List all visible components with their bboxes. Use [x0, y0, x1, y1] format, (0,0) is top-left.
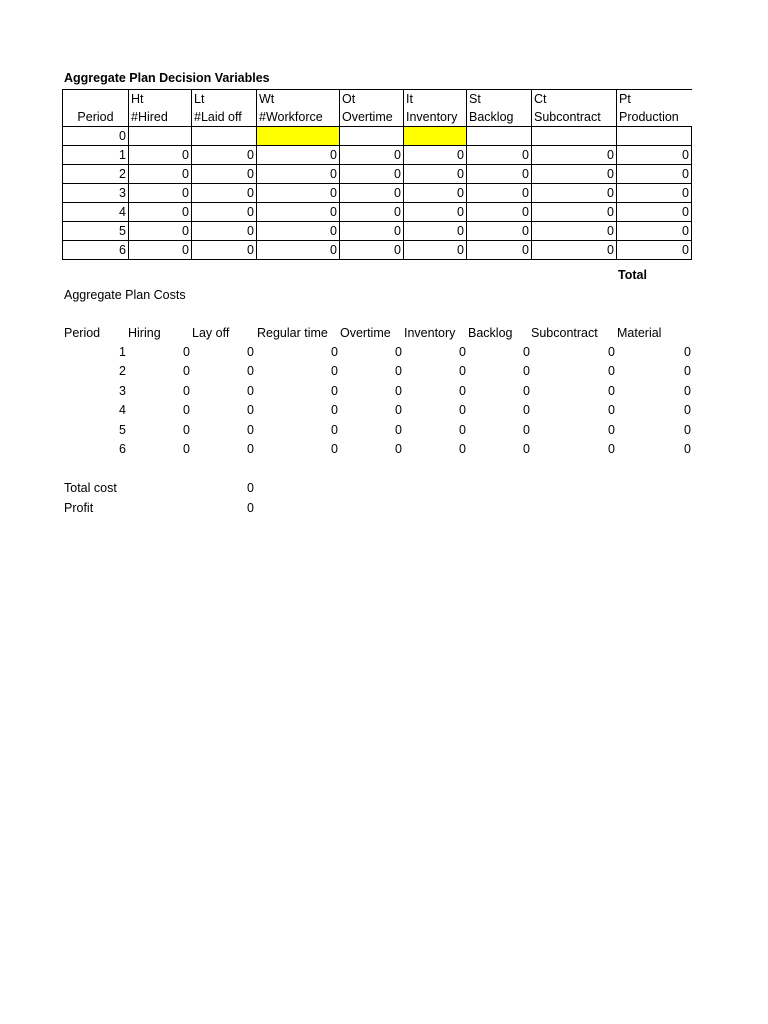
value-cell[interactable]: 0 — [129, 146, 192, 165]
costs-value-cell: 0 — [459, 364, 466, 379]
costs-value-cell: 0 — [331, 422, 338, 437]
value-cell[interactable]: 0 — [617, 222, 692, 241]
value-cell[interactable]: 0 — [404, 146, 467, 165]
costs-value-cell: 0 — [608, 403, 615, 418]
empty-cell[interactable] — [192, 127, 257, 146]
header-name: Production — [617, 108, 692, 127]
value-cell[interactable]: 0 — [617, 203, 692, 222]
costs-value-cell: 0 — [684, 403, 691, 418]
costs-value-cell: 0 — [395, 442, 402, 456]
value-cell[interactable]: 0 — [340, 165, 404, 184]
costs-header: Period — [64, 326, 101, 340]
table-row-period-0 — [63, 127, 692, 146]
costs-value-cell: 0 — [459, 442, 466, 456]
costs-period-cell: 3 — [119, 383, 126, 398]
costs-value-cell: 0 — [247, 383, 254, 398]
profit-value: 0 — [247, 501, 254, 515]
value-cell[interactable]: 0 — [129, 222, 192, 241]
period-cell: 5 — [63, 222, 129, 241]
empty-cell[interactable] — [532, 127, 617, 146]
value-cell[interactable]: 0 — [340, 146, 404, 165]
header-code: Ct — [532, 90, 617, 109]
costs-value-cell: 0 — [523, 422, 530, 437]
value-cell[interactable]: 0 — [532, 165, 617, 184]
header-name: #Laid off — [192, 108, 257, 127]
value-cell[interactable]: 0 — [532, 203, 617, 222]
costs-value-cell: 0 — [183, 422, 190, 437]
value-cell[interactable]: 0 — [617, 241, 692, 260]
costs-value-cell: 0 — [247, 442, 254, 456]
costs-value-cell: 0 — [183, 364, 190, 379]
value-cell[interactable]: 0 — [617, 165, 692, 184]
value-cell[interactable]: 0 — [257, 222, 340, 241]
value-cell[interactable]: 0 — [257, 203, 340, 222]
value-cell[interactable]: 0 — [467, 222, 532, 241]
costs-period-cell: 1 — [119, 345, 126, 359]
header-name: Inventory — [404, 108, 467, 127]
header-name: Overtime — [340, 108, 404, 127]
value-cell[interactable]: 0 — [404, 184, 467, 203]
costs-value-cell: 0 — [523, 383, 530, 398]
costs-value-cell: 0 — [459, 403, 466, 418]
empty-cell[interactable] — [340, 127, 404, 146]
highlighted-workforce-cell[interactable] — [257, 127, 340, 146]
header-name: #Hired — [129, 108, 192, 127]
period-cell: 1 — [63, 146, 129, 165]
value-cell[interactable]: 0 — [192, 241, 257, 260]
costs-value-cell: 0 — [183, 345, 190, 359]
value-cell[interactable]: 0 — [192, 222, 257, 241]
value-cell[interactable]: 0 — [340, 222, 404, 241]
costs-value-cell: 0 — [331, 345, 338, 359]
costs-title: Aggregate Plan Costs — [64, 288, 186, 302]
value-cell[interactable]: 0 — [467, 241, 532, 260]
costs-value-cell: 0 — [247, 422, 254, 437]
costs-value-cell: 0 — [331, 383, 338, 398]
costs-value-cell: 0 — [395, 403, 402, 418]
period-cell: 3 — [63, 184, 129, 203]
costs-value-cell: 0 — [608, 442, 615, 456]
header-code: Ot — [340, 90, 404, 109]
costs-value-cell: 0 — [684, 422, 691, 437]
empty-cell[interactable] — [617, 127, 692, 146]
value-cell[interactable]: 0 — [129, 241, 192, 260]
value-cell[interactable]: 0 — [129, 203, 192, 222]
costs-header: Hiring — [128, 326, 161, 340]
value-cell[interactable]: 0 — [404, 203, 467, 222]
costs-value-cell: 0 — [183, 442, 190, 456]
value-cell[interactable]: 0 — [467, 184, 532, 203]
total-label: Total — [618, 268, 647, 282]
value-cell[interactable]: 0 — [404, 222, 467, 241]
value-cell[interactable]: 0 — [257, 241, 340, 260]
header-code: Pt — [617, 90, 692, 109]
header-code: Ht — [129, 90, 192, 109]
costs-period-cell: 5 — [119, 422, 126, 437]
decision-variables-title: Aggregate Plan Decision Variables — [64, 71, 270, 85]
value-cell[interactable]: 0 — [257, 146, 340, 165]
empty-cell[interactable] — [467, 127, 532, 146]
profit-label: Profit — [64, 501, 94, 515]
costs-value-cell: 0 — [331, 442, 338, 456]
costs-value-cell: 0 — [523, 364, 530, 379]
costs-value-cell: 0 — [247, 364, 254, 379]
header-name: #Workforce — [257, 108, 340, 127]
header-code: It — [404, 90, 467, 109]
costs-value-cell: 0 — [523, 345, 530, 359]
value-cell[interactable]: 0 — [532, 241, 617, 260]
costs-value-cell: 0 — [608, 364, 615, 379]
costs-value-cell: 0 — [459, 383, 466, 398]
empty-cell[interactable] — [129, 127, 192, 146]
value-cell[interactable]: 0 — [192, 184, 257, 203]
costs-header: Overtime — [340, 326, 391, 340]
decision-variables-table — [62, 89, 692, 260]
header-name: Backlog — [467, 108, 532, 127]
period-header: Period — [63, 108, 129, 127]
period-cell: 6 — [63, 241, 129, 260]
costs-value-cell: 0 — [395, 364, 402, 379]
value-cell[interactable]: 0 — [532, 222, 617, 241]
costs-header: Backlog — [468, 326, 513, 340]
value-cell[interactable]: 0 — [340, 184, 404, 203]
costs-period-cell: 6 — [119, 442, 126, 456]
costs-value-cell: 0 — [247, 403, 254, 418]
period-cell: 0 — [63, 127, 129, 146]
costs-header: Inventory — [404, 326, 456, 340]
costs-value-cell: 0 — [395, 345, 402, 359]
costs-header: Subcontract — [531, 326, 598, 340]
costs-value-cell: 0 — [395, 422, 402, 437]
header-code: Lt — [192, 90, 257, 109]
value-cell[interactable]: 0 — [257, 184, 340, 203]
costs-value-cell: 0 — [459, 422, 466, 437]
total-cost-value: 0 — [247, 481, 254, 495]
costs-value-cell: 0 — [395, 383, 402, 398]
table-row — [63, 241, 692, 260]
value-cell[interactable]: 0 — [532, 146, 617, 165]
table-row — [63, 203, 692, 222]
value-cell[interactable]: 0 — [129, 165, 192, 184]
value-cell[interactable]: 0 — [129, 184, 192, 203]
costs-value-cell: 0 — [608, 345, 615, 359]
value-cell[interactable]: 0 — [192, 146, 257, 165]
value-cell[interactable]: 0 — [257, 165, 340, 184]
value-cell[interactable]: 0 — [617, 184, 692, 203]
costs-value-cell: 0 — [523, 442, 530, 456]
costs-value-cell: 0 — [331, 364, 338, 379]
value-cell[interactable]: 0 — [404, 165, 467, 184]
costs-period-cell: 4 — [119, 403, 126, 418]
period-cell: 4 — [63, 203, 129, 222]
value-cell[interactable]: 0 — [340, 203, 404, 222]
value-cell[interactable]: 0 — [340, 241, 404, 260]
value-cell[interactable]: 0 — [617, 146, 692, 165]
highlighted-inventory-cell[interactable] — [404, 127, 467, 146]
value-cell[interactable]: 0 — [467, 165, 532, 184]
costs-value-cell: 0 — [183, 403, 190, 418]
header-names-row — [63, 108, 692, 127]
costs-value-cell: 0 — [331, 403, 338, 418]
table-row — [63, 165, 692, 184]
costs-value-cell: 0 — [608, 422, 615, 437]
header-code: Wt — [257, 90, 340, 109]
costs-value-cell: 0 — [684, 364, 691, 379]
period-cell: 2 — [63, 165, 129, 184]
table-row — [63, 222, 692, 241]
value-cell[interactable]: 0 — [404, 241, 467, 260]
value-cell[interactable]: 0 — [192, 203, 257, 222]
costs-period-cell: 2 — [119, 364, 126, 379]
costs-value-cell: 0 — [183, 383, 190, 398]
costs-value-cell: 0 — [608, 383, 615, 398]
header-codes-row — [63, 90, 692, 109]
costs-value-cell: 0 — [684, 345, 691, 359]
total-cost-label: Total cost — [64, 481, 117, 495]
table-row — [63, 146, 692, 165]
period-header-top — [63, 90, 129, 109]
value-cell[interactable]: 0 — [192, 165, 257, 184]
value-cell[interactable]: 0 — [532, 184, 617, 203]
costs-value-cell: 0 — [247, 345, 254, 359]
costs-header: Lay off — [192, 326, 230, 340]
header-name: Subcontract — [532, 108, 617, 127]
costs-header: Regular time — [257, 326, 328, 340]
table-row — [63, 184, 692, 203]
costs-value-cell: 0 — [684, 442, 691, 456]
costs-value-cell: 0 — [684, 383, 691, 398]
costs-header: Material — [617, 326, 662, 340]
costs-value-cell: 0 — [459, 345, 466, 359]
value-cell[interactable]: 0 — [467, 146, 532, 165]
value-cell[interactable]: 0 — [467, 203, 532, 222]
costs-value-cell: 0 — [523, 403, 530, 418]
header-code: St — [467, 90, 532, 109]
